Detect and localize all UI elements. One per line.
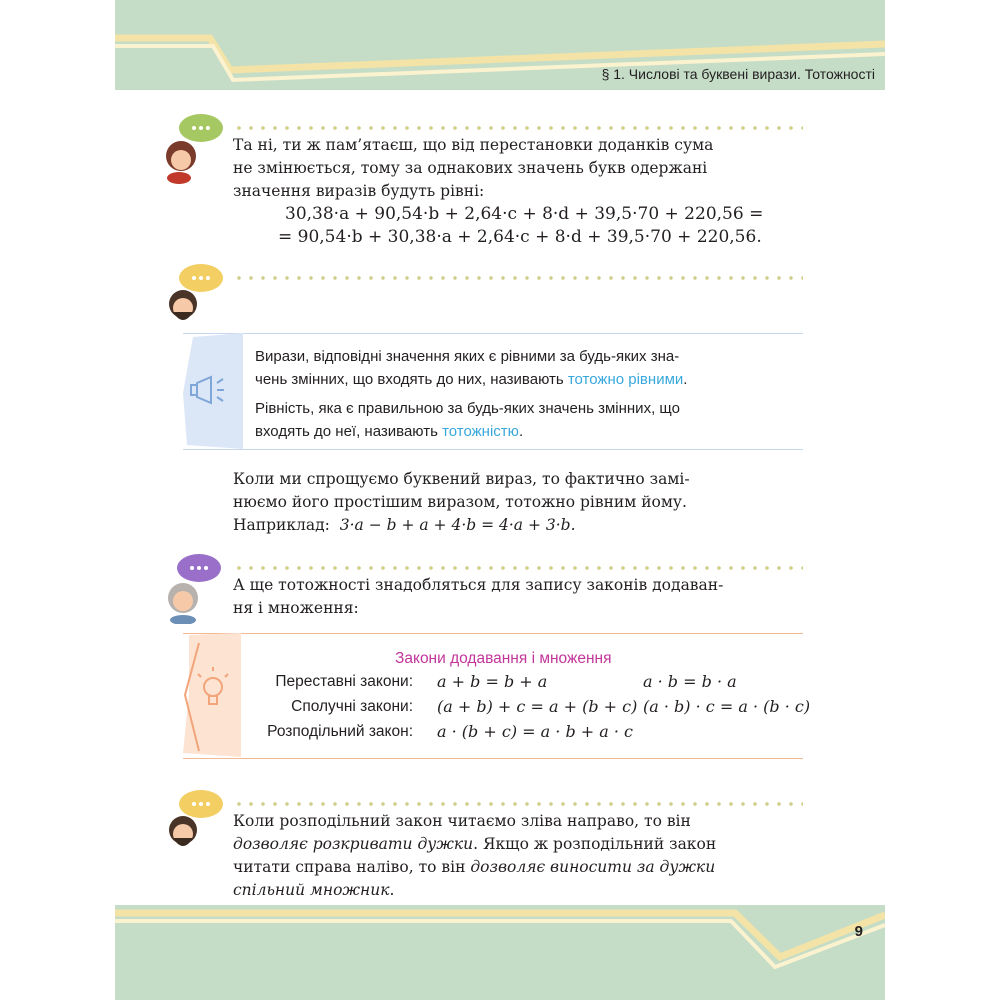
text: дозволяє розкривати дужки [233,835,474,853]
text-line: Коли ми спрощуємо буквений вираз, то фактично замі- [233,470,690,488]
text: Наприклад: [233,516,330,534]
text-line: А ще тотожності знадобляться для запису законів додаван- [233,576,724,594]
dotted-divider [233,276,803,280]
text-line [233,514,803,537]
text-line [233,856,803,879]
term-identity: тотожністю [442,423,519,440]
dotted-divider [233,802,803,806]
law-formula: a + b = b + a [437,672,548,691]
block4-text [233,810,803,902]
avatar-girl [163,112,225,182]
speech-bubble-icon [163,262,225,334]
law-label: Переставні закони: [275,673,413,690]
text-line [233,879,803,902]
avatar-grandmother [161,552,223,622]
text: чень змінних, що входять до них, називають [255,371,568,388]
text: дозволяє виносити за дужки [470,858,716,876]
text: . [683,371,688,388]
text: входять до неї, називають [255,423,443,440]
law-label: Сполучні закони: [291,698,413,715]
speech-bubble-icon [161,552,223,624]
dotted-divider [233,126,803,130]
textbook-page [115,0,885,1000]
block2-text [233,468,803,537]
formula-line-1: 30,38·a + 90,54·b + 2,64·c + 8·d + 39,5·70 + 220,56 = [285,204,764,224]
text-line: Та ні, ти ж пам’ятаєш, що від перестановки доданків сума [233,136,714,154]
dotted-divider [233,566,803,570]
text-line [255,368,800,391]
footer-stripes [115,905,885,1000]
text: читати справа наліво, то він [233,858,471,876]
avatar-man [163,262,225,332]
section-title: § 1. Числові та буквені вирази. Тотожності [601,66,875,82]
speech-bubble-icon [163,112,225,184]
law-label: Розподільний закон: [267,723,413,740]
text: . Якщо ж розподільний закон [473,835,717,853]
text-line: значення виразів будуть рівні: [233,182,485,200]
laws-side [181,633,243,759]
text: . [518,423,524,440]
page-header [115,0,885,90]
text-line: Рівність, яка є правильною за будь-яких значень змінних, що [255,400,680,417]
text-line [233,833,803,856]
text-line: Коли розподільний закон читаємо зліва направо, то він [233,812,691,830]
definition-side [183,333,243,449]
definition-paragraph-1 [255,345,800,391]
term-identically-equal: тотожно рівними [567,371,684,388]
laws-title: Закони додавання і множення [395,650,612,667]
page-footer [115,905,885,1000]
law-formula: a · (b + c) = a · b + a · c [437,722,634,741]
formula-line-2: = 90,54·b + 30,38·a + 2,64·c + 8·d + 39,5·70 + 220,56. [278,227,762,247]
text: . [389,881,395,899]
text-line [255,420,800,443]
law-formula: a · b = b · a [643,672,737,691]
speech-bubble-icon [163,788,225,860]
text-line: нюємо його простішим виразом, тотожно рівним йому. [233,493,687,511]
example-formula: 3·a − b + a + 4·b = 4·a + 3·b. [339,516,576,534]
text-line: ня і множення: [233,599,359,617]
text: спільний множник [233,881,390,899]
block3-text [233,574,803,620]
text-line: Вирази, відповідні значення яких є рівними за будь-яких зна- [255,348,680,365]
avatar-man [163,788,225,858]
law-formula: (a · b) · c = a · (b · c) [643,697,811,716]
text-line: не змінюється, тому за однакових значень букв одержані [233,159,708,177]
definition-paragraph-2 [255,397,800,443]
law-formula: (a + b) + c = a + (b + c) [437,697,638,716]
page-number: 9 [854,923,863,940]
block1-text [233,134,803,203]
